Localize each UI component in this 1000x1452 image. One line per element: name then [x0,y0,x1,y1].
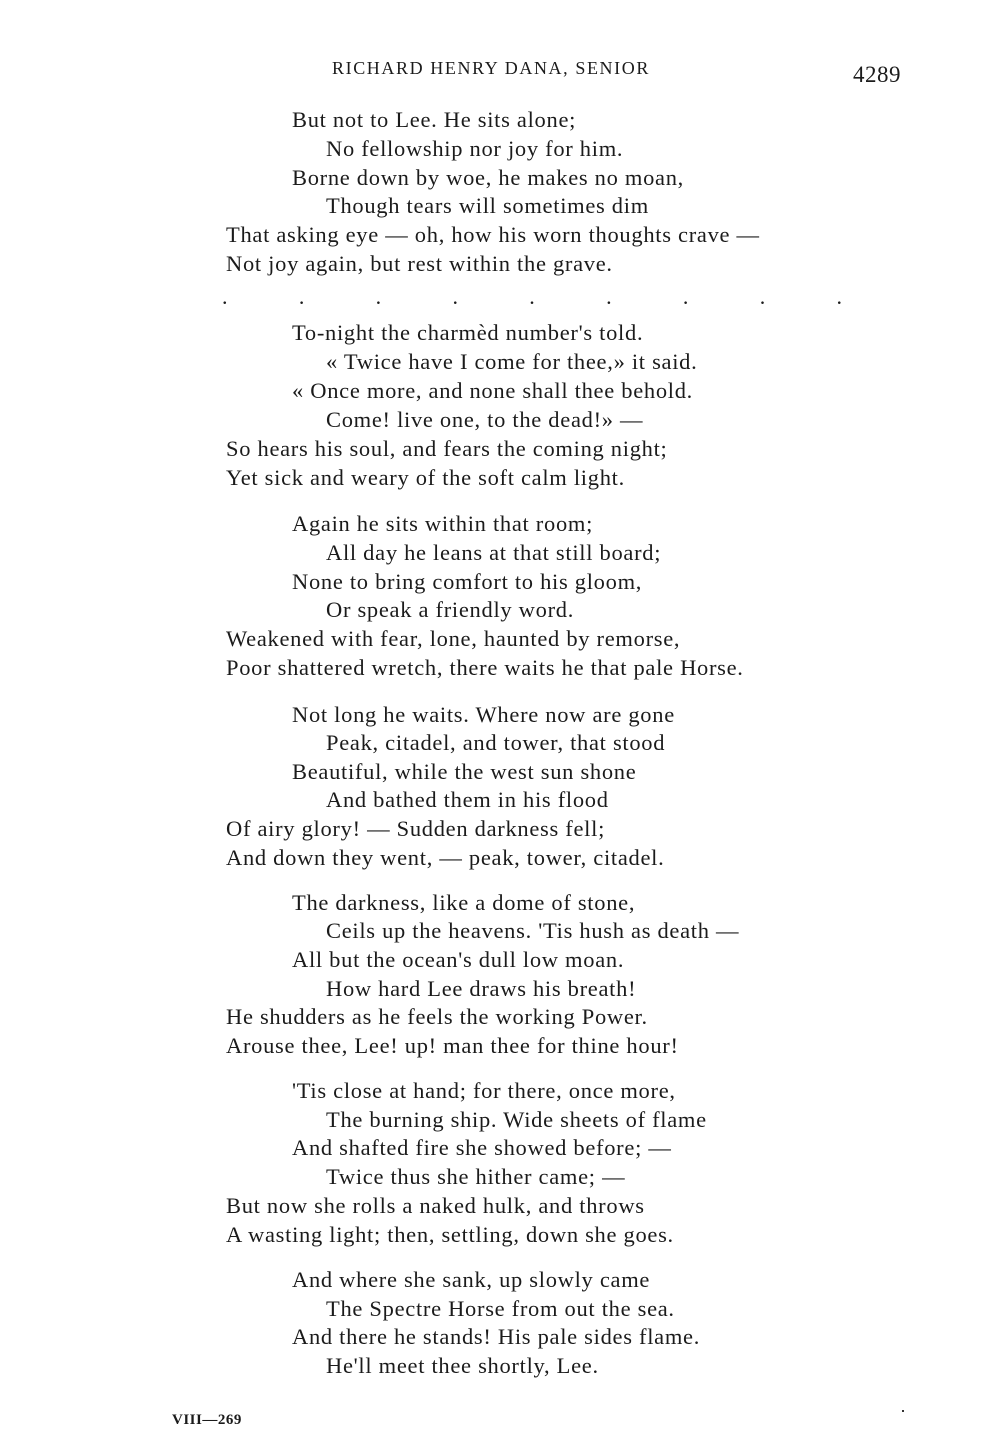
ellipsis-dot: . [375,284,382,309]
poem-line: Yet sick and weary of the soft calm light. [226,465,625,490]
poem-line: Weakened with fear, lone, haunted by remorse, [226,626,681,651]
poem-line: But not to Lee. He sits alone; [292,107,577,132]
running-title: RICHARD HENRY DANA, SENIOR [332,58,650,78]
poem-line: Not long he waits. Where now are gone [292,702,675,727]
ellipsis-dot: . [222,284,228,309]
poem-line: 'Tis close at hand; for there, once more, [292,1078,676,1103]
ellipsis-dot: . [836,284,842,309]
ellipsis-dot: . [606,284,612,309]
poem-line: Come! live one, to the dead!» — [326,407,644,432]
poem-line: So hears his soul, and fears the coming night; [226,436,668,461]
ellipsis-row [222,284,842,310]
poem-line: All but the ocean's dull low moan. [292,947,625,972]
poem-line: « Twice have I come for thee,» it said. [326,349,698,374]
poem-line: And bathed them in his flood [326,787,609,812]
poem-line: Though tears will sometimes dim [326,193,649,218]
poem-line: Not joy again, but rest within the grave. [226,251,613,276]
poem-line: Of airy glory! — Sudden darkness fell; [226,816,606,841]
poem-line: The burning ship. Wide sheets of flame [326,1107,707,1132]
poem-line: That asking eye — oh, how his worn thoughts crave — [226,222,760,247]
poem-line: Peak, citadel, and tower, that stood [326,730,666,755]
poem-line: He'll meet thee shortly, Lee. [326,1353,599,1378]
poem-line: To-night the charmèd number's told. [292,320,644,345]
poem-line: « Once more, and none shall thee behold. [292,378,694,403]
poem-line: Twice thus she hither came; — [326,1164,626,1189]
poem-line: Poor shattered wretch, there waits he that pale Horse. [226,655,744,680]
print-speck [902,1410,904,1412]
poem-line: All day he leans at that still board; [326,540,662,565]
poem-line: And where she sank, up slowly came [292,1267,651,1292]
poem-line: And shafted fire she showed before; — [292,1135,672,1160]
poem-line: Or speak a friendly word. [326,597,575,622]
poem-line: He shudders as he feels the working Power. [226,1004,648,1029]
poem-line: Arouse thee, Lee! up! man thee for thine hour! [226,1033,679,1058]
poem-line: Again he sits within that room; [292,511,594,536]
poem-line: Beautiful, while the west sun shone [292,759,637,784]
poem-line: But now she rolls a naked hulk, and throws [226,1193,645,1218]
poem-line: How hard Lee draws his breath! [326,976,637,1001]
ellipsis-dot: . [298,284,305,309]
poem-line: Borne down by woe, he makes no moan, [292,165,685,190]
ellipsis-dot: . [529,284,535,309]
page-number: 4289 [853,62,901,87]
poem-line: The darkness, like a dome of stone, [292,890,636,915]
signature-mark: VIII—269 [172,1412,242,1428]
ellipsis-dot: . [452,284,458,309]
poem-line: No fellowship nor joy for him. [326,136,624,161]
poem-line: None to bring comfort to his gloom, [292,569,643,594]
poem-line: And down they went, — peak, tower, citadel. [226,845,665,870]
poem-line: A wasting light; then, settling, down she goes. [226,1222,674,1247]
ellipsis-dot: . [682,284,689,309]
ellipsis-dot: . [759,284,766,309]
poem-line: The Spectre Horse from out the sea. [326,1296,675,1321]
poem-line: And there he stands! His pale sides flame. [292,1324,701,1349]
poem-line: Ceils up the heavens. 'Tis hush as death — [326,918,740,943]
